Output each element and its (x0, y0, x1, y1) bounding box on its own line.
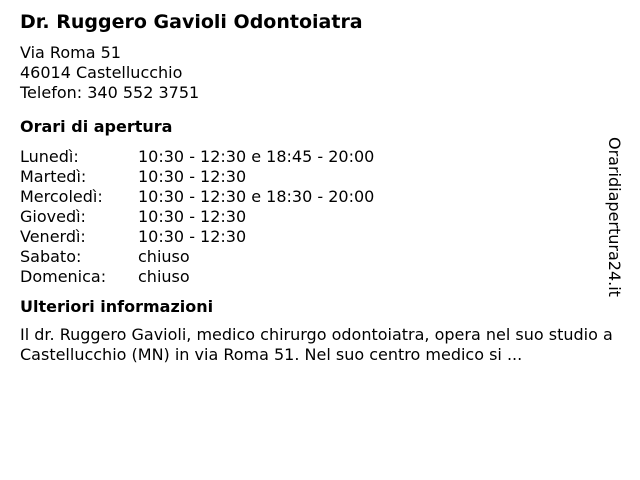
hours-row-tuesday (20, 167, 610, 187)
day-label: Lunedì: (20, 147, 79, 166)
time-value: 10:30 - 12:30 (138, 167, 247, 186)
day-label: Martedì: (20, 167, 87, 186)
business-card (20, 9, 613, 365)
day-label: Domenica: (20, 267, 107, 286)
info-heading: Ulteriori informazioni (20, 297, 214, 316)
info-description: Il dr. Ruggero Gavioli, medico chirurgo odontoiatra, opera nel suo studio a Castellucchio (MN) in via Roma 51. Nel suo centro medico si ... (20, 325, 613, 364)
time-value: 10:30 - 12:30 e 18:30 - 20:00 (138, 187, 375, 206)
hours-row-friday (20, 227, 610, 247)
day-label: Sabato: (20, 247, 82, 266)
hours-row-wednesday (20, 187, 610, 207)
phone-number: Telefon: 340 552 3751 (20, 83, 200, 102)
time-value: 10:30 - 12:30 e 18:45 - 20:00 (138, 147, 375, 166)
time-value: chiuso (138, 267, 190, 286)
business-name: Dr. Ruggero Gavioli Odontoiatra (20, 11, 363, 33)
day-label: Giovedì: (20, 207, 86, 226)
address-block (20, 43, 610, 103)
time-value: 10:30 - 12:30 (138, 207, 247, 226)
day-label: Mercoledì: (20, 187, 103, 206)
hours-table (20, 147, 610, 287)
hours-row-thursday (20, 207, 610, 227)
address-street: Via Roma 51 (20, 43, 121, 62)
time-value: chiuso (138, 247, 190, 266)
hours-row-sunday (20, 267, 610, 287)
brand-watermark: Oraridiapertura24.it (605, 137, 624, 297)
hours-row-saturday (20, 247, 610, 267)
day-label: Venerdì: (20, 227, 86, 246)
address-city: 46014 Castellucchio (20, 63, 183, 82)
hours-heading: Orari di apertura (20, 117, 173, 136)
hours-row-monday (20, 147, 610, 167)
time-value: 10:30 - 12:30 (138, 227, 247, 246)
